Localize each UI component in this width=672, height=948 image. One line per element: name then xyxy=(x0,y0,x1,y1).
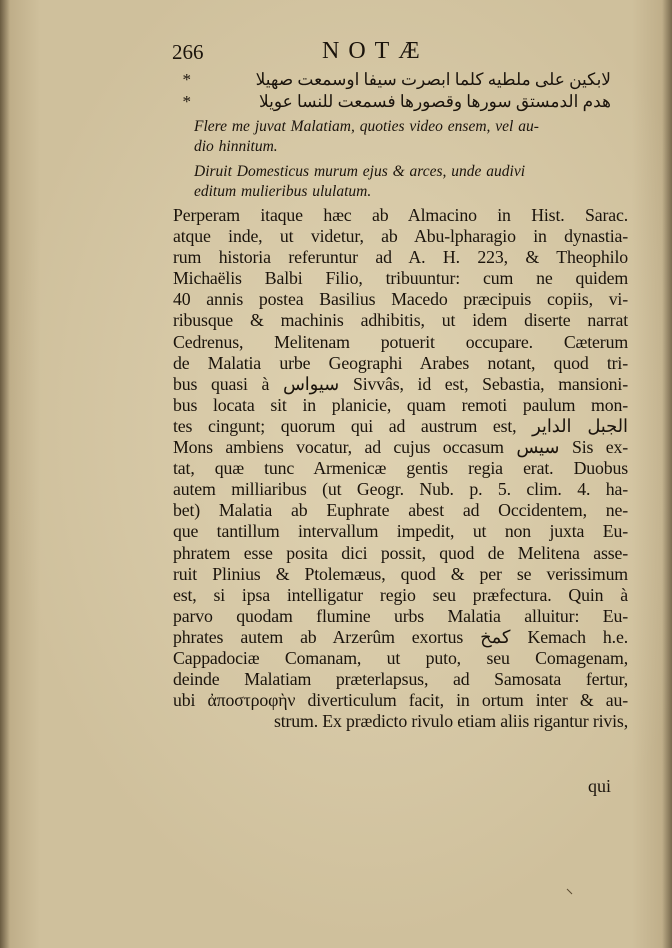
text-line: phratem esse posita dici possit, quod de Melitena asse- xyxy=(173,542,628,563)
running-head: NOTÆ xyxy=(322,38,429,64)
text-line: bus locata sit in planicie, quam remoti paulum mon- xyxy=(173,394,628,415)
translation-line: Flere me juvat Malatiam, quoties video ensem, vel au- xyxy=(194,118,539,135)
arabic-verse-2 xyxy=(174,92,629,114)
text-line: que tantillum intervallum impedit, ut non juxta Eu- xyxy=(173,521,628,542)
text-line: Mons ambiens vocatur, ad cujus occasum سيس Sis ex- xyxy=(173,437,629,458)
text-line: parvo quodam flumine urbs Malatia alluitur: Eu- xyxy=(173,605,628,626)
text-line: ruit Plinius & Ptolemæus, quod & per se verissimum xyxy=(173,563,628,584)
text-line: bus quasi à سيواس Sivvâs, id est, Sebastia, mansioni- xyxy=(173,373,628,394)
page-gutter-shadow xyxy=(0,0,10,948)
text-line: autem milliaribus (ut Geogr. Nub. p. 5. clim. 4. ha- xyxy=(173,479,628,500)
verse-marker: * xyxy=(182,70,191,89)
page-header xyxy=(172,38,627,68)
text-line: Michaëlis Balbi Filio, tribuuntur: cum ne quidem xyxy=(173,268,628,289)
text-line: Cedrenus, Melitenam potuerit occupare. Cæterum xyxy=(173,331,628,352)
text-line: est, si ipsa intelligatur regio seu præfectura. Quin à xyxy=(173,584,628,605)
text-line: tat, quæ tunc Armenicæ gentis regia erat. Duobus xyxy=(173,458,628,479)
translation-line: dio hinnitum. xyxy=(194,138,278,155)
text-line: atque inde, ut videtur, ab Abu-lpharagio in dynastia- xyxy=(173,226,628,247)
text-line: rum historia referuntur ad A. H. 223, & Theophilo xyxy=(173,247,628,268)
page-edge-shadow xyxy=(662,0,672,948)
latin-translation-2 xyxy=(194,162,634,202)
verse-marker: * xyxy=(182,92,191,111)
translation-line: editum mulieribus ululatum. xyxy=(194,183,372,200)
text-line: strum. Ex prædicto rivulo etiam aliis rigantur rivis, xyxy=(273,711,628,732)
latin-translation-1 xyxy=(194,117,634,157)
page-number: 266 xyxy=(172,40,204,64)
text-line: Perperam itaque hæc ab Almacino in Hist. Sarac. xyxy=(173,205,628,225)
text-line: tes cingunt; quorum qui ad austrum est, الجبل الداير xyxy=(173,415,628,436)
arabic-verse-text: لابكين على ملطيه كلما ابصرت سيفا اوسمعت صهيلا xyxy=(255,70,611,89)
text-line: bet) Malatia ab Euphrate abest ad Occidentem, ne- xyxy=(173,500,628,521)
text-line: Cappadociæ Comanam, ut puto, seu Comagenam, xyxy=(173,647,628,668)
text-line: ubi ἀποστροφὴν diverticulum facit, in ortum inter & au- xyxy=(173,690,628,711)
text-line: deinde Malatiam præterlapsus, ad Samosata fertur, xyxy=(173,669,628,690)
text-line: phrates autem ab Arzerûm exortus كمخ Kemach h.e. xyxy=(173,626,628,647)
text-line: de Malatia urbe Geographi Arabes notant, quod tri- xyxy=(173,352,628,373)
catchword: qui xyxy=(588,776,612,796)
translation-line: Diruit Domesticus murum ejus & arces, unde audivi xyxy=(194,163,526,180)
text-line: 40 annis postea Basilius Macedo præcipuis copiis, vi- xyxy=(173,289,628,310)
paper-mark xyxy=(566,888,574,896)
arabic-verse-text: هدم الدمستق سورها وقصورها فسمعت للنسا عويلا xyxy=(258,92,611,111)
arabic-verse-1 xyxy=(174,70,629,92)
main-text xyxy=(173,205,628,732)
text-line: ribusque & machinis adhibitis, ut idem diserte narrat xyxy=(173,310,628,331)
